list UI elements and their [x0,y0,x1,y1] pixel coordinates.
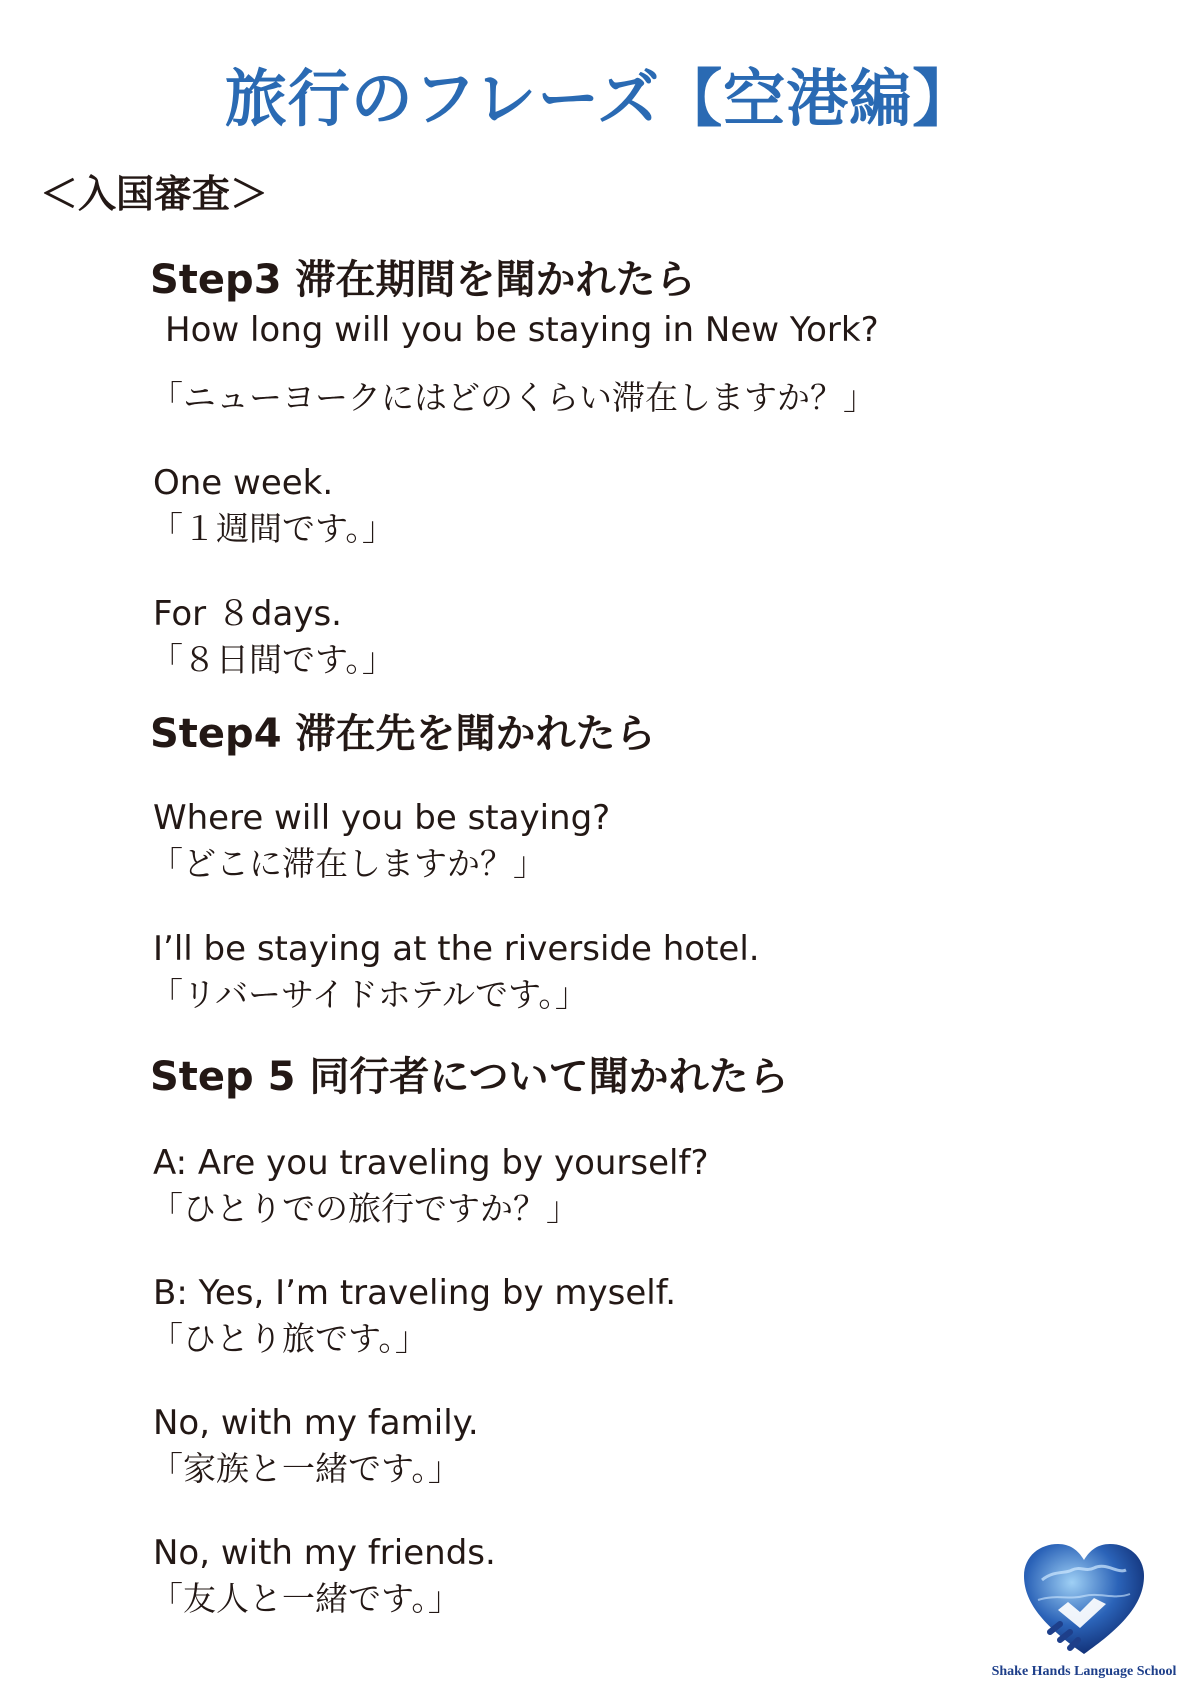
phrase-en: A: Are you traveling by yourself? [153,1143,709,1183]
phrase-ja: 「１週間です。」 [150,509,395,548]
school-logo [978,1540,1190,1690]
phrase-en: B: Yes, I’m traveling by myself. [153,1273,676,1313]
step3-heading: Step3 滞在期間を聞かれたら [150,257,696,303]
phrase-ja: 「友人と一緒です。」 [150,1579,461,1618]
phrase-en: No, with my family. [153,1403,479,1443]
page-title: 旅行のフレーズ【空港編】 [224,62,976,135]
phrase-ja: 「どこに滞在しますか？」 [150,844,546,883]
phrase-en: I’ll be staying at the riverside hotel. [153,929,760,969]
phrase-en: Where will you be staying? [153,798,611,838]
phrase-ja: 「ひとり旅です。」 [150,1319,428,1358]
step5-heading: Step 5 同行者について聞かれたら [150,1054,789,1100]
phrase-ja: 「ニューヨークにはどのくらい滞在しますか？」 [150,378,876,417]
phrase-en: How long will you be staying in New York? [165,310,879,350]
section-heading: ＜入国審査＞ [40,172,269,216]
heart-handshake-globe-icon [1020,1540,1148,1660]
phrase-ja: 「ひとりでの旅行ですか？」 [150,1189,579,1228]
phrase-ja: 「リバーサイドホテルです。」 [150,975,588,1014]
phrase-en: No, with my friends. [153,1533,496,1573]
phrase-en: One week. [153,463,334,503]
phrase-en: For ８days. [153,594,342,634]
phrase-ja: 「８日間です。」 [150,640,395,679]
phrase-ja: 「家族と一緒です。」 [150,1449,461,1488]
step4-heading: Step4 滞在先を聞かれたら [150,711,656,757]
school-name: Shake Hands Language School [991,1664,1177,1679]
